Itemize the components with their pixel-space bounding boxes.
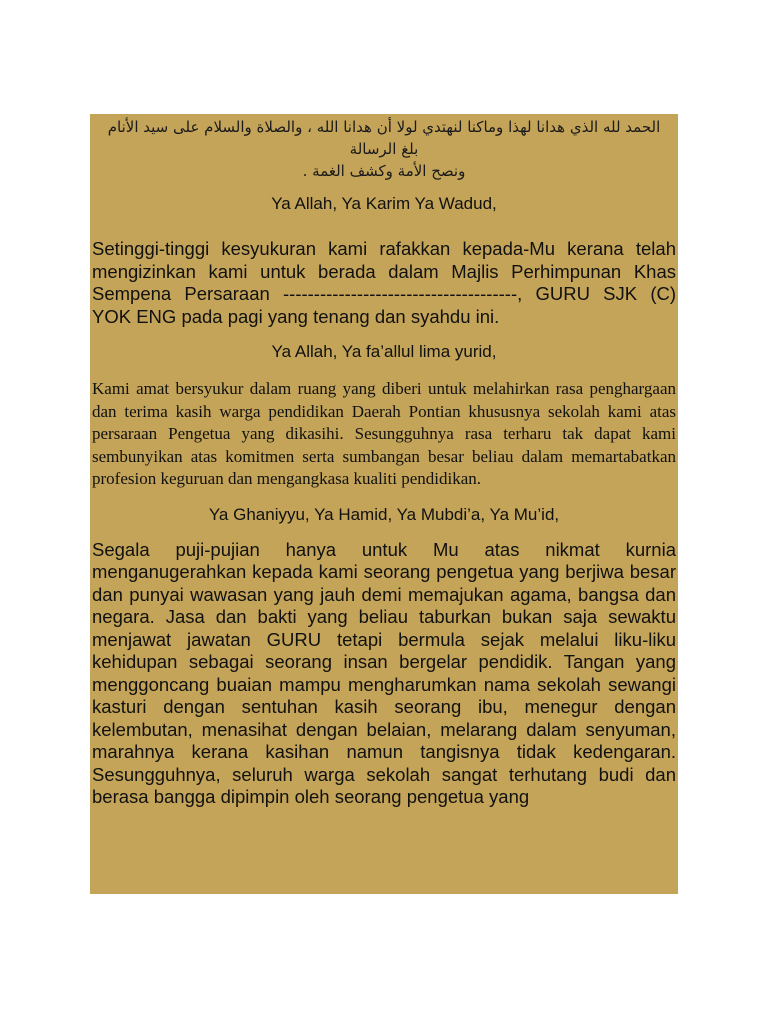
document-block: [90, 114, 678, 894]
heading-ya-allah-ya-karim: Ya Allah, Ya Karim Ya Wadud,: [271, 194, 497, 213]
arabic-line-3: ونصح الأمة وكشف الغمة .: [302, 162, 466, 180]
paragraph-kesyukuran: Setinggi-tinggi kesyukuran kami rafakkan kepada-Mu kerana telah mengizinkan kami untuk berada dalam Majlis Perhimpunan Khas Sempena Persaraan --------------------------------------, GURU SJK (C) YOK ENG pada pagi yang tenang dan syahdu ini.: [92, 238, 676, 327]
arabic-line-1: الحمد لله الذي هدانا لهذا وماكنا لنهتدي لولا أن هدانا الله ، والصلاة والسلام على سيد الأنام: [107, 118, 661, 136]
heading-ya-ghaniyyu: Ya Ghaniyyu, Ya Hamid, Ya Mubdi’a, Ya Mu’id,: [208, 504, 560, 524]
heading-ya-allah-fa-allul: Ya Allah, Ya fa’allul lima yurid,: [271, 342, 497, 361]
arabic-opening: [90, 114, 678, 182]
paragraph-bersyukur: Kami amat bersyukur dalam ruang yang diberi untuk melahirkan rasa penghargaan dan terima kasih warga pendidikan Daerah Pontian khususnya sekolah kami atas persaraan Pengetua yang dikasihi. Sesungguhnya rasa terharu tak dapat kami sembunyikan atas komitmen serta sumbangan besar beliau dalam memartabatkan profesion keguruan dan mengangkasa kualiti pendidikan.: [92, 379, 676, 488]
arabic-line-2: بلغ الرسالة: [349, 140, 419, 158]
paragraph-puji-pujian: Segala puji-pujian hanya untuk Mu atas nikmat kurnia menganugerahkan kepada kami seorang pengetua yang berjiwa besar dan punyai wawasan yang jauh demi memajukan agama, bangsa dan negara. Jasa dan bakti yang beliau taburkan bukan saja sewaktu menjawat jawatan GURU tetapi bermula sejak melalui liku-liku kehidupan sebagai seorang insan bergelar pendidik. Tangan yang menggoncang buaian mampu mengharumkan nama sekolah sewangi kasturi dengan sentuhan kasih seorang ibu, menegur dengan kelembutan, menasihat dengan belaian, melarang dalam senyuman, marahnya kerana kasihan namun tangisnya tidak kedengaran. Sesungguhnya, seluruh warga sekolah sangat terhutang budi dan berasa bangga dipimpin oleh seorang pengetua yang: [92, 538, 676, 807]
